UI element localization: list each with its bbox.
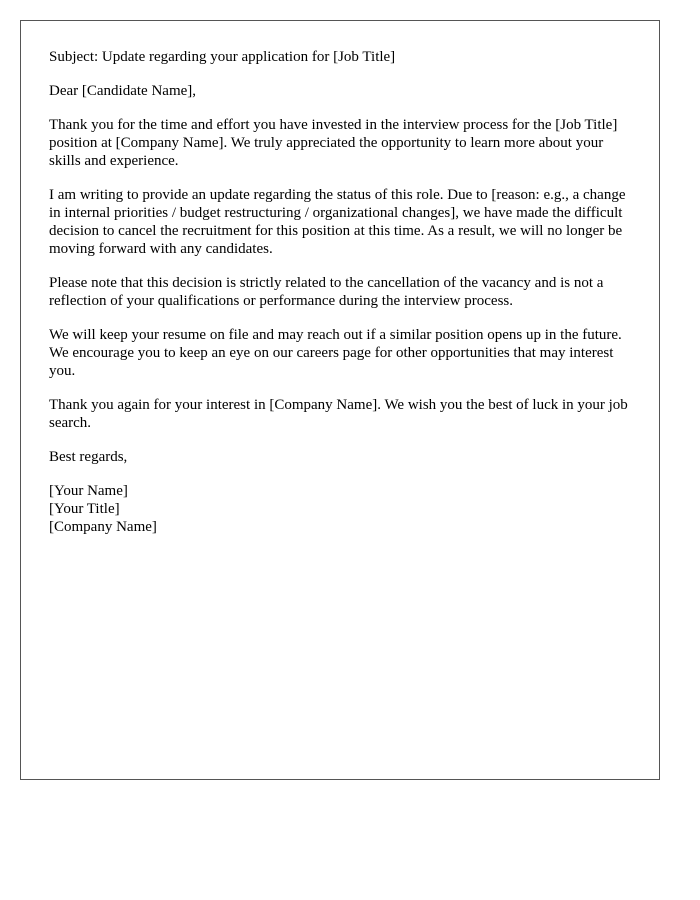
signature-name: [Your Name] bbox=[49, 483, 128, 499]
letter-paragraph-4: We will keep your resume on file and may reach out if a similar position opens up in the future. We encourage you to keep an eye on our careers page for other opportunities that may interest you. bbox=[49, 327, 622, 379]
letter-page bbox=[20, 20, 660, 780]
signature-block bbox=[49, 482, 631, 536]
signature-company: [Company Name] bbox=[49, 519, 157, 535]
letter-paragraph-2: I am writing to provide an update regarding the status of this role. Due to [reason: e.g., a change in internal priorities / budget restructuring / organizational changes], we have made the difficult decision to cancel the recruitment for this position at this time. As a result, we will no longer be moving forward with any candidates. bbox=[49, 187, 626, 257]
letter-paragraph-3: Please note that this decision is strictly related to the cancellation of the vacancy and is not a reflection of your qualifications or performance during the interview process. bbox=[49, 275, 604, 309]
letter-subject: Subject: Update regarding your application for [Job Title] bbox=[49, 49, 396, 65]
letter-greeting: Dear [Candidate Name], bbox=[49, 83, 197, 99]
letter-closing: Best regards, bbox=[49, 449, 128, 465]
signature-title: [Your Title] bbox=[49, 501, 120, 517]
letter-paragraph-1: Thank you for the time and effort you have invested in the interview process for the [Job Title] position at [Company Name]. We truly appreciated the opportunity to learn more about your skills and experience. bbox=[49, 117, 618, 169]
letter-paragraph-5: Thank you again for your interest in [Company Name]. We wish you the best of luck in your job search. bbox=[49, 397, 628, 431]
